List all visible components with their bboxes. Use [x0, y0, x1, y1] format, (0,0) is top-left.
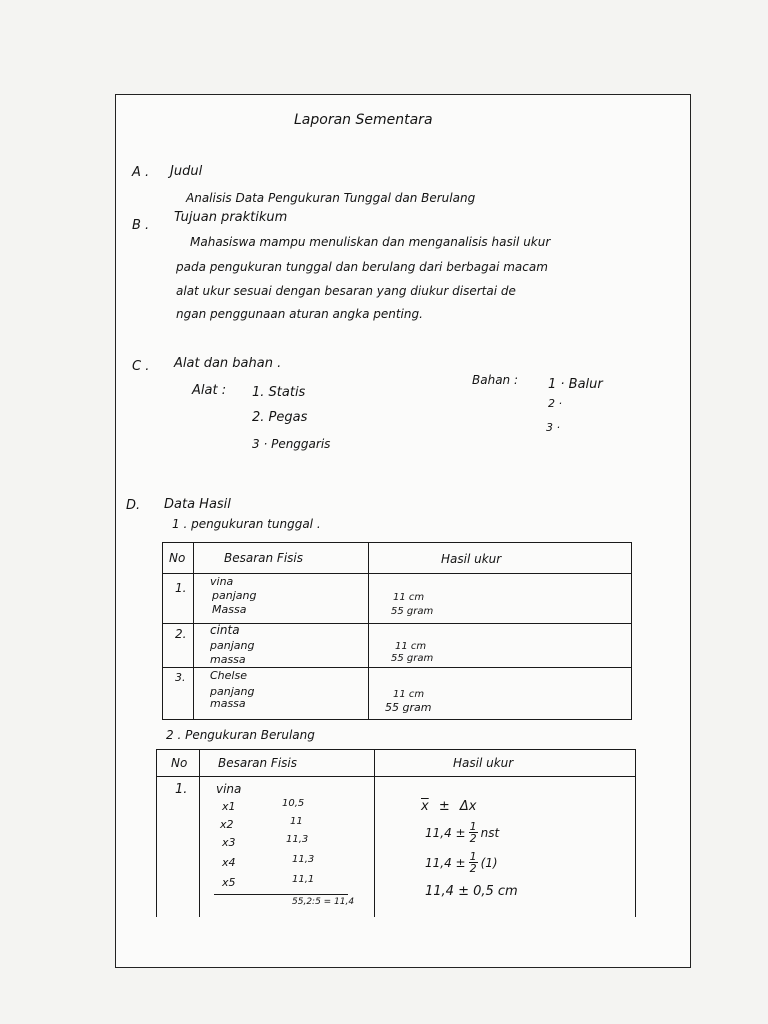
t1-row2-value2: 55 gram — [391, 653, 434, 664]
section-b-line-4: ngan penggunaan aturan angka penting. — [176, 307, 423, 321]
t2-line2-left: 11,4 ± — [425, 825, 466, 840]
t1-header-hasil: Hasil ukur — [441, 552, 502, 566]
t2-name: vina — [216, 782, 242, 796]
t1-row3-item1: panjang — [210, 685, 255, 698]
t2-x5-label: x5 — [222, 876, 236, 889]
t1-row1-value2: 55 gram — [391, 606, 434, 617]
t1-row1-value1: 11 cm — [393, 592, 425, 603]
t2-sum: 55,2:5 = 11,4 — [292, 897, 355, 907]
alat-item-3: 3 · Penggaris — [252, 437, 331, 451]
t2-line3-fraction — [469, 851, 478, 874]
t1-row3-no: 3. — [175, 671, 186, 684]
page-title: Laporan Sementara — [294, 112, 433, 128]
t2-x3-value: 11,3 — [286, 834, 309, 845]
bahan-item-2: 2 · — [548, 397, 562, 410]
t1-row3-value2: 55 gram — [385, 701, 432, 714]
section-d-label: D. — [126, 498, 141, 513]
t2-line3-right: (1) — [480, 855, 498, 870]
t2-x2-label: x2 — [220, 818, 234, 831]
table-pengukuran-berulang — [156, 749, 636, 917]
t2-line2-fraction — [469, 821, 478, 844]
section-b-line-3: alat ukur sesuai dengan besaran yang diukur disertai de — [176, 284, 516, 298]
t2-x2-value: 11 — [290, 816, 303, 827]
t1-header-besaran: Besaran Fisis — [224, 551, 304, 565]
table-row — [163, 574, 632, 624]
t2-mean-symbol: $\overline{x}$ — [421, 799, 429, 814]
section-a-label: A . — [132, 165, 150, 180]
t1-row1-name: vina — [210, 575, 234, 588]
section-b-line-2: pada pengukuran tunggal dan berulang dari berbagai macam — [176, 260, 548, 274]
t1-row2-item2: massa — [210, 653, 246, 666]
t2-header-hasil: Hasil ukur — [453, 756, 514, 770]
section-b-label: B . — [132, 218, 150, 233]
t1-row3-name: Chelse — [210, 669, 247, 682]
t1-row3-value1: 11 cm — [393, 689, 425, 700]
t2-result-line1 — [421, 800, 476, 813]
t2-header-no: No — [171, 756, 188, 770]
t2-pm-symbol: ± — [438, 799, 450, 814]
t2-line2-right: nst — [480, 825, 500, 840]
table-pengukuran-tunggal — [162, 542, 632, 720]
t2-result-line3 — [425, 851, 498, 874]
t1-row2-value1: 11 cm — [395, 641, 427, 652]
sum-underline — [214, 894, 348, 895]
alat-item-2: 2. Pegas — [252, 410, 308, 425]
sub1-heading: 1 . pengukuran tunggal . — [172, 517, 321, 531]
table-row — [157, 777, 636, 917]
t2-row-no: 1. — [175, 782, 188, 797]
t2-line3-num: 1 — [469, 850, 477, 863]
t2-delta-symbol: Δx — [459, 799, 477, 814]
report-sheet — [115, 94, 691, 968]
t2-line3-left: 11,4 ± — [425, 855, 466, 870]
t2-header-besaran: Besaran Fisis — [218, 756, 298, 770]
section-a-heading: Judul — [170, 164, 203, 179]
alat-label: Alat : — [192, 383, 227, 398]
section-c-heading: Alat dan bahan . — [174, 356, 282, 371]
bahan-item-3: 3 · — [546, 421, 560, 434]
section-c-label: C . — [132, 359, 150, 374]
t2-line2-den: 2 — [469, 832, 477, 845]
section-d-heading: Data Hasil — [164, 497, 231, 512]
t2-line2-num: 1 — [469, 820, 477, 833]
table-row — [163, 624, 632, 668]
bahan-item-1: 1 · Balur — [548, 377, 603, 392]
t2-x1-value: 10,5 — [282, 798, 305, 809]
sub2-heading: 2 . Pengukuran Berulang — [166, 728, 315, 742]
t1-row1-item1: panjang — [212, 589, 257, 602]
t1-row2-item1: panjang — [210, 639, 255, 652]
t2-result-line4: 11,4 ± 0,5 cm — [425, 884, 518, 899]
section-b-heading: Tujuan praktikum — [174, 210, 288, 225]
t2-x5-value: 11,1 — [292, 874, 315, 885]
t2-x1-label: x1 — [222, 800, 236, 813]
table-row — [163, 668, 632, 720]
t1-row3-item2: massa — [210, 697, 246, 710]
t2-line3-den: 2 — [469, 862, 477, 875]
t2-x3-label: x3 — [222, 836, 236, 849]
t1-header-no: No — [169, 551, 186, 565]
t1-row2-name: cinta — [210, 623, 240, 637]
t2-result-line2 — [425, 821, 499, 844]
section-a-content: Analisis Data Pengukuran Tunggal dan Berulang — [186, 191, 476, 205]
t2-x4-label: x4 — [222, 856, 236, 869]
bahan-label: Bahan : — [472, 373, 519, 387]
t1-row2-no: 2. — [175, 627, 187, 641]
t1-row1-no: 1. — [175, 581, 187, 595]
alat-item-1: 1. Statis — [252, 385, 306, 400]
section-b-line-1: Mahasiswa mampu menuliskan dan menganalisis hasil ukur — [190, 235, 551, 249]
t1-row1-item2: Massa — [212, 603, 247, 616]
t2-x4-value: 11,3 — [292, 854, 315, 865]
